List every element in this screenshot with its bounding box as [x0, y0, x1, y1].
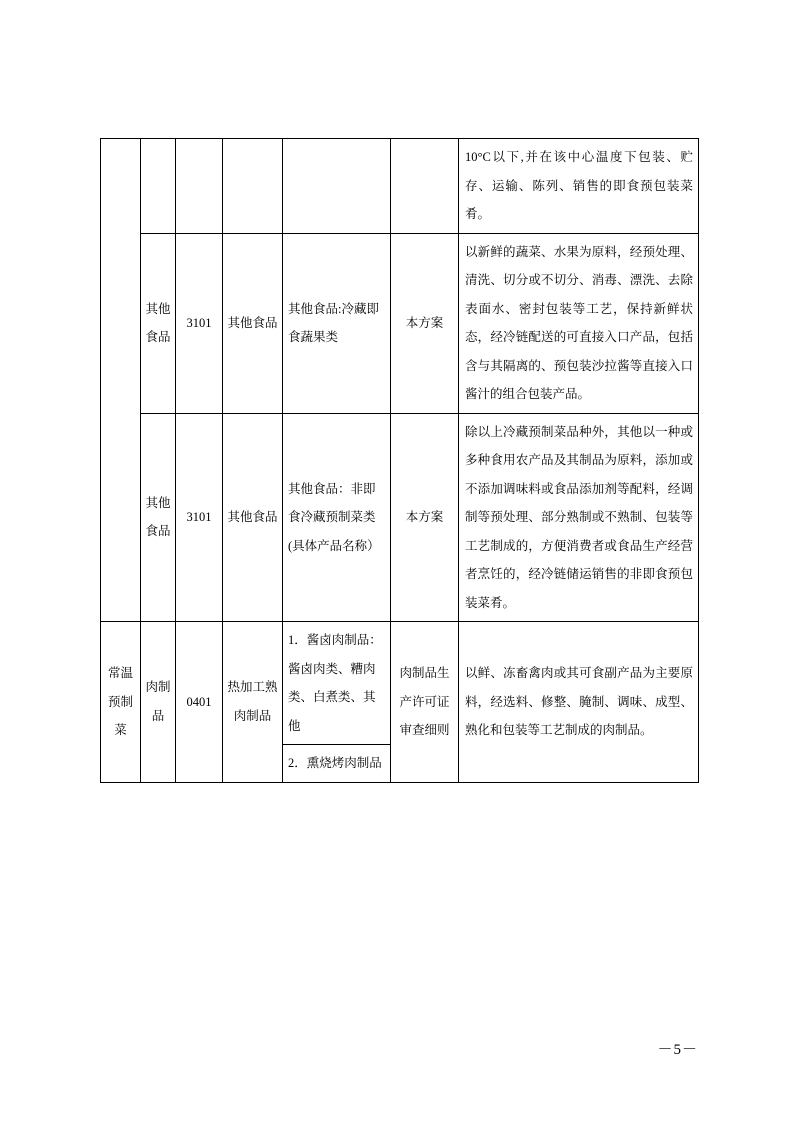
cell-code: [176, 139, 223, 234]
product-names-text: [283, 182, 390, 190]
cell-category-merged: [101, 139, 141, 622]
cell-product-names: [283, 139, 391, 234]
table-row: [101, 233, 699, 413]
food-type-text: 肉制品: [145, 680, 171, 723]
cell-food-type: [141, 233, 176, 413]
food-type-text: 其他食品: [145, 301, 171, 344]
food-type-text: 其他食品: [145, 495, 171, 539]
subclass-text: 热加工熟肉制品: [227, 680, 278, 723]
cell-subclass: [223, 139, 283, 234]
cell-food-type: [141, 139, 176, 234]
cell-review-basis: [391, 622, 459, 783]
cell-code: [176, 233, 223, 413]
product-names-item-1: 1．酱卤肉制品：酱卤肉类、糟肉类、白煮类、其他: [283, 622, 390, 745]
cell-subclass: [223, 413, 283, 622]
product-classification-table: [100, 138, 699, 783]
code-text: 3101: [186, 315, 212, 330]
cell-product-names: [283, 233, 391, 413]
product-names-item-2: 2．熏烧烤肉制品: [288, 756, 382, 770]
table-row: [101, 139, 699, 234]
cell-subclass: [223, 233, 283, 413]
cell-definition: [459, 139, 699, 234]
product-names-text: 其他食品:冷藏即食蔬果类: [288, 301, 379, 344]
definition-text: 除以上冷藏预制菜品种外，其他以一种或多种食用农产品及其制品为原料，添加或不添加调味料或食品添加剂等配料，经调制等预处理、部分熟制或不熟制、包装等工艺制成的，方便消费者或食品生产经营者烹饪的，经冷链储运销售的非即食预包装菜肴。: [465, 424, 693, 610]
table-row: [101, 413, 699, 622]
cell-code: [176, 413, 223, 622]
definition-text: 10°C以下,并在该中心温度下包装、贮存、运输、陈列、销售的即食预包装菜肴。: [465, 150, 693, 221]
category-text: [101, 320, 140, 440]
definition-text: 以新鲜的蔬菜、水果为原料，经预处理、清洗、切分或不切分、消毒、漂洗、去除表面水、密封包装等工艺，保持新鲜状态，经冷链配送的可直接入口产品，包括含与其隔离的、预包装沙拉酱等直接入口酱汁的组合包装产品。: [465, 244, 693, 401]
product-names-text: 其他食品：非即食冷藏预制菜类(具体产品名称）: [288, 481, 380, 553]
definition-text: 以鲜、冻畜禽肉或其可食副产品为主要原料，经选料、修整、腌制、调味、成型、熟化和包装等工艺制成的肉制品。: [465, 666, 693, 737]
table-row: [101, 622, 699, 783]
cell-category: [101, 622, 141, 783]
review-basis-text: 本方案: [405, 315, 444, 330]
cell-product-names: [283, 413, 391, 622]
cell-definition: [459, 233, 699, 413]
subclass-text: 其他食品: [227, 315, 278, 330]
code-text: 3101: [186, 510, 212, 524]
cell-food-type: [141, 413, 176, 622]
review-basis-text: 肉制品生产许可证审查细则: [399, 666, 450, 737]
cell-review-basis: [391, 139, 459, 234]
cell-product-names: [283, 622, 391, 783]
cell-definition: [459, 413, 699, 622]
category-text: 常温预制菜: [107, 666, 133, 737]
cell-review-basis: [391, 233, 459, 413]
subclass-text: 其他食品: [227, 510, 278, 524]
cell-code: [176, 622, 223, 783]
code-text: 0401: [186, 694, 212, 709]
review-basis-text: 本方案: [405, 510, 444, 524]
cell-review-basis: [391, 413, 459, 622]
cell-definition: [459, 622, 699, 783]
page-number: －5－: [657, 1042, 698, 1058]
cell-food-type: [141, 622, 176, 783]
cell-subclass: [223, 622, 283, 783]
